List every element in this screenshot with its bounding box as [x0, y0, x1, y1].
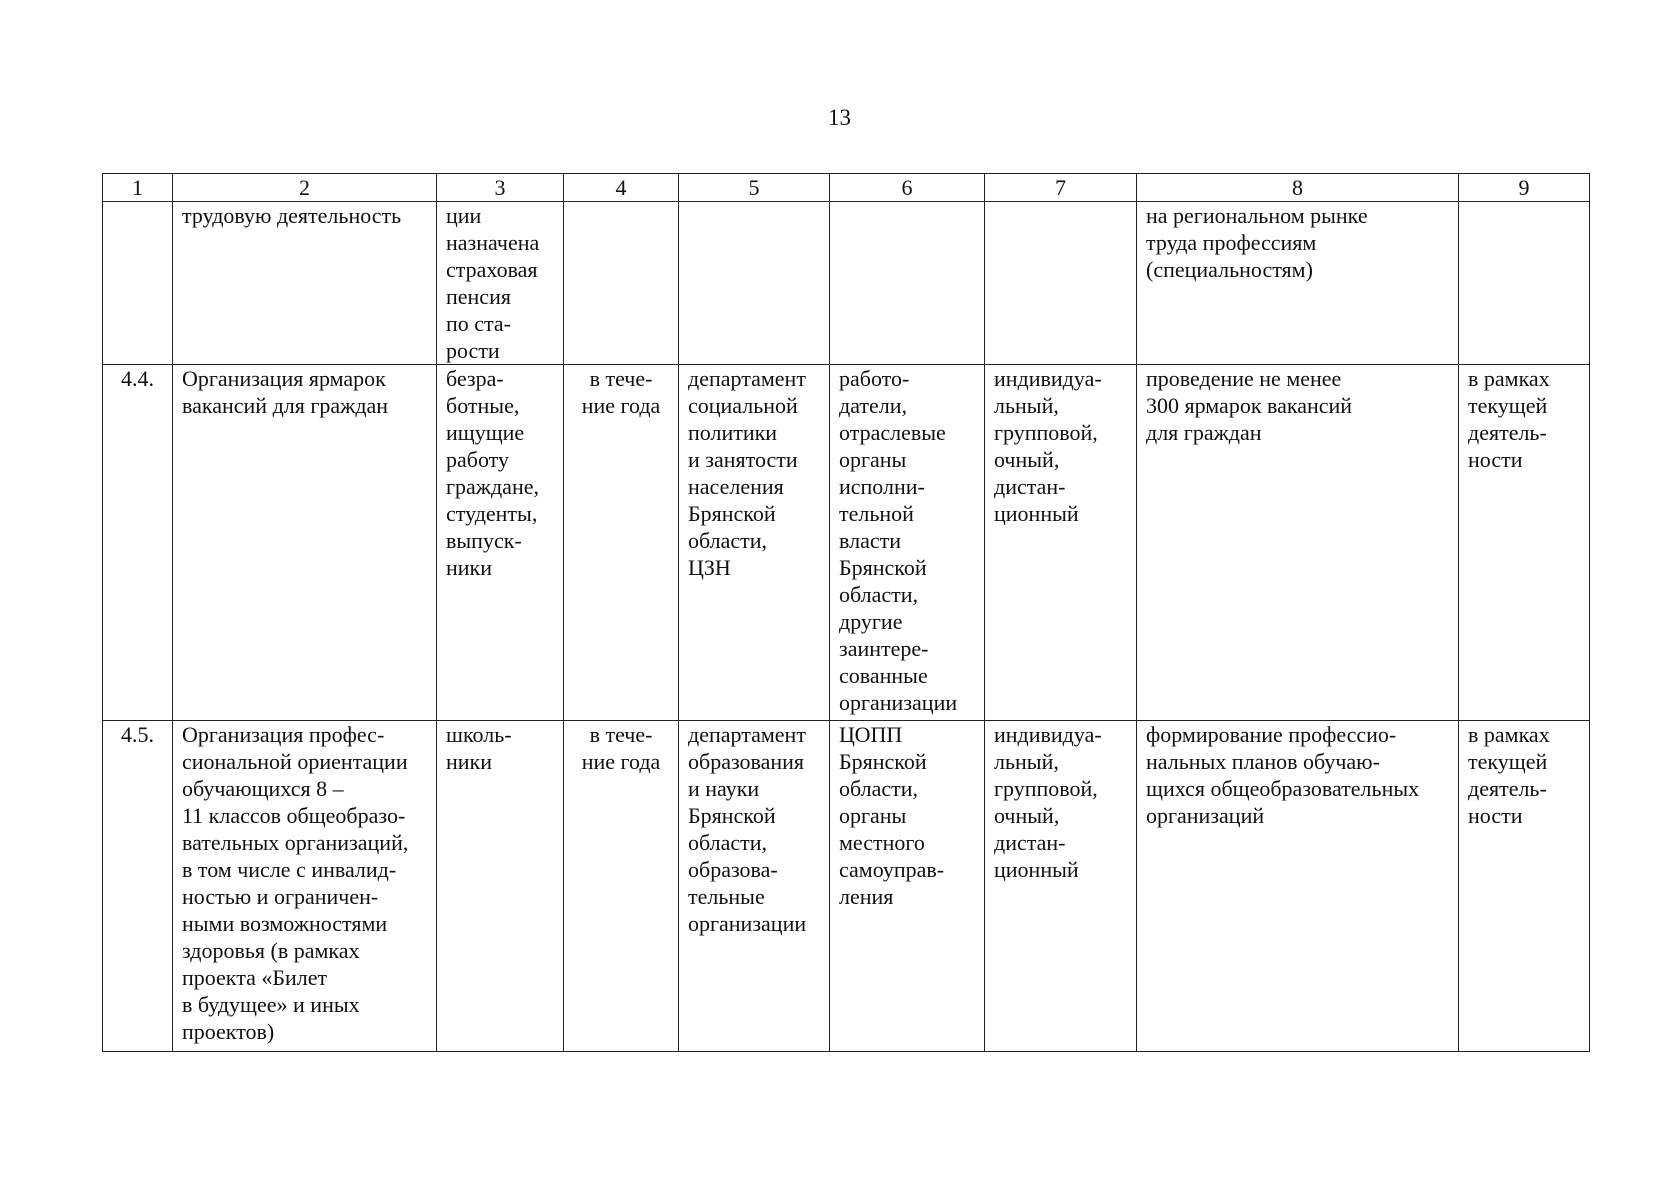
- table-row: [103, 202, 1590, 365]
- coexecutors-cell: [830, 202, 985, 365]
- item-number: 4.4.: [103, 365, 173, 721]
- funding-cell: в рамках текущей деятель- ности: [1459, 365, 1590, 721]
- activity-cell: Организация профес- сиональной ориентации обучающихся 8 – 11 классов общеобразо- вательных организаций, в том числе с инвалид- ностью и ограничен- ными возможностями здоровья (в рамках проекта «Билет в будущее» и иных проектов): [173, 721, 437, 1052]
- format-cell: [985, 202, 1137, 365]
- column-header: 8: [1137, 174, 1459, 202]
- funding-cell: [1459, 202, 1590, 365]
- plan-table: [102, 173, 1590, 1052]
- period-cell: [564, 202, 679, 365]
- coexecutors-cell: ЦОПП Брянской области, органы местного самоуправ- ления: [830, 721, 985, 1052]
- executor-cell: [679, 202, 830, 365]
- period-cell: в тече- ние года: [564, 721, 679, 1052]
- item-number: [103, 202, 173, 365]
- participants-cell: безра- ботные, ищущие работу граждане, студенты, выпуск- ники: [437, 365, 564, 721]
- column-header: 7: [985, 174, 1137, 202]
- participants-cell: ции назначена страховая пенсия по ста- рости: [437, 202, 564, 365]
- format-cell: индивидуа- льный, групповой, очный, дистан- ционный: [985, 721, 1137, 1052]
- column-header: 2: [173, 174, 437, 202]
- column-header: 4: [564, 174, 679, 202]
- result-cell: формирование профессио- нальных планов обучаю- щихся общеобразовательных организаций: [1137, 721, 1459, 1052]
- activity-cell: Организация ярмарок вакансий для граждан: [173, 365, 437, 721]
- coexecutors-cell: работо- датели, отраслевые органы исполни- тельной власти Брянской области, другие заинтере- сованные организации: [830, 365, 985, 721]
- column-header: 6: [830, 174, 985, 202]
- participants-cell: школь- ники: [437, 721, 564, 1052]
- period-cell: в тече- ние года: [564, 365, 679, 721]
- table-row: [103, 365, 1590, 721]
- column-header: 9: [1459, 174, 1590, 202]
- table-row: [103, 721, 1590, 1052]
- result-cell: на региональном рынке труда профессиям (специальностям): [1137, 202, 1459, 365]
- column-header: 5: [679, 174, 830, 202]
- result-cell: проведение не менее 300 ярмарок вакансий для граждан: [1137, 365, 1459, 721]
- executor-cell: департамент социальной политики и занятости населения Брянской области, ЦЗН: [679, 365, 830, 721]
- executor-cell: департамент образования и науки Брянской области, образова- тельные организации: [679, 721, 830, 1052]
- column-header: 3: [437, 174, 564, 202]
- funding-cell: в рамках текущей деятель- ности: [1459, 721, 1590, 1052]
- column-number-row: [103, 174, 1590, 202]
- column-header: 1: [103, 174, 173, 202]
- page-number: 13: [828, 105, 851, 130]
- item-number: 4.5.: [103, 721, 173, 1052]
- activity-cell: трудовую деятельность: [173, 202, 437, 365]
- format-cell: индивидуа- льный, групповой, очный, дистан- ционный: [985, 365, 1137, 721]
